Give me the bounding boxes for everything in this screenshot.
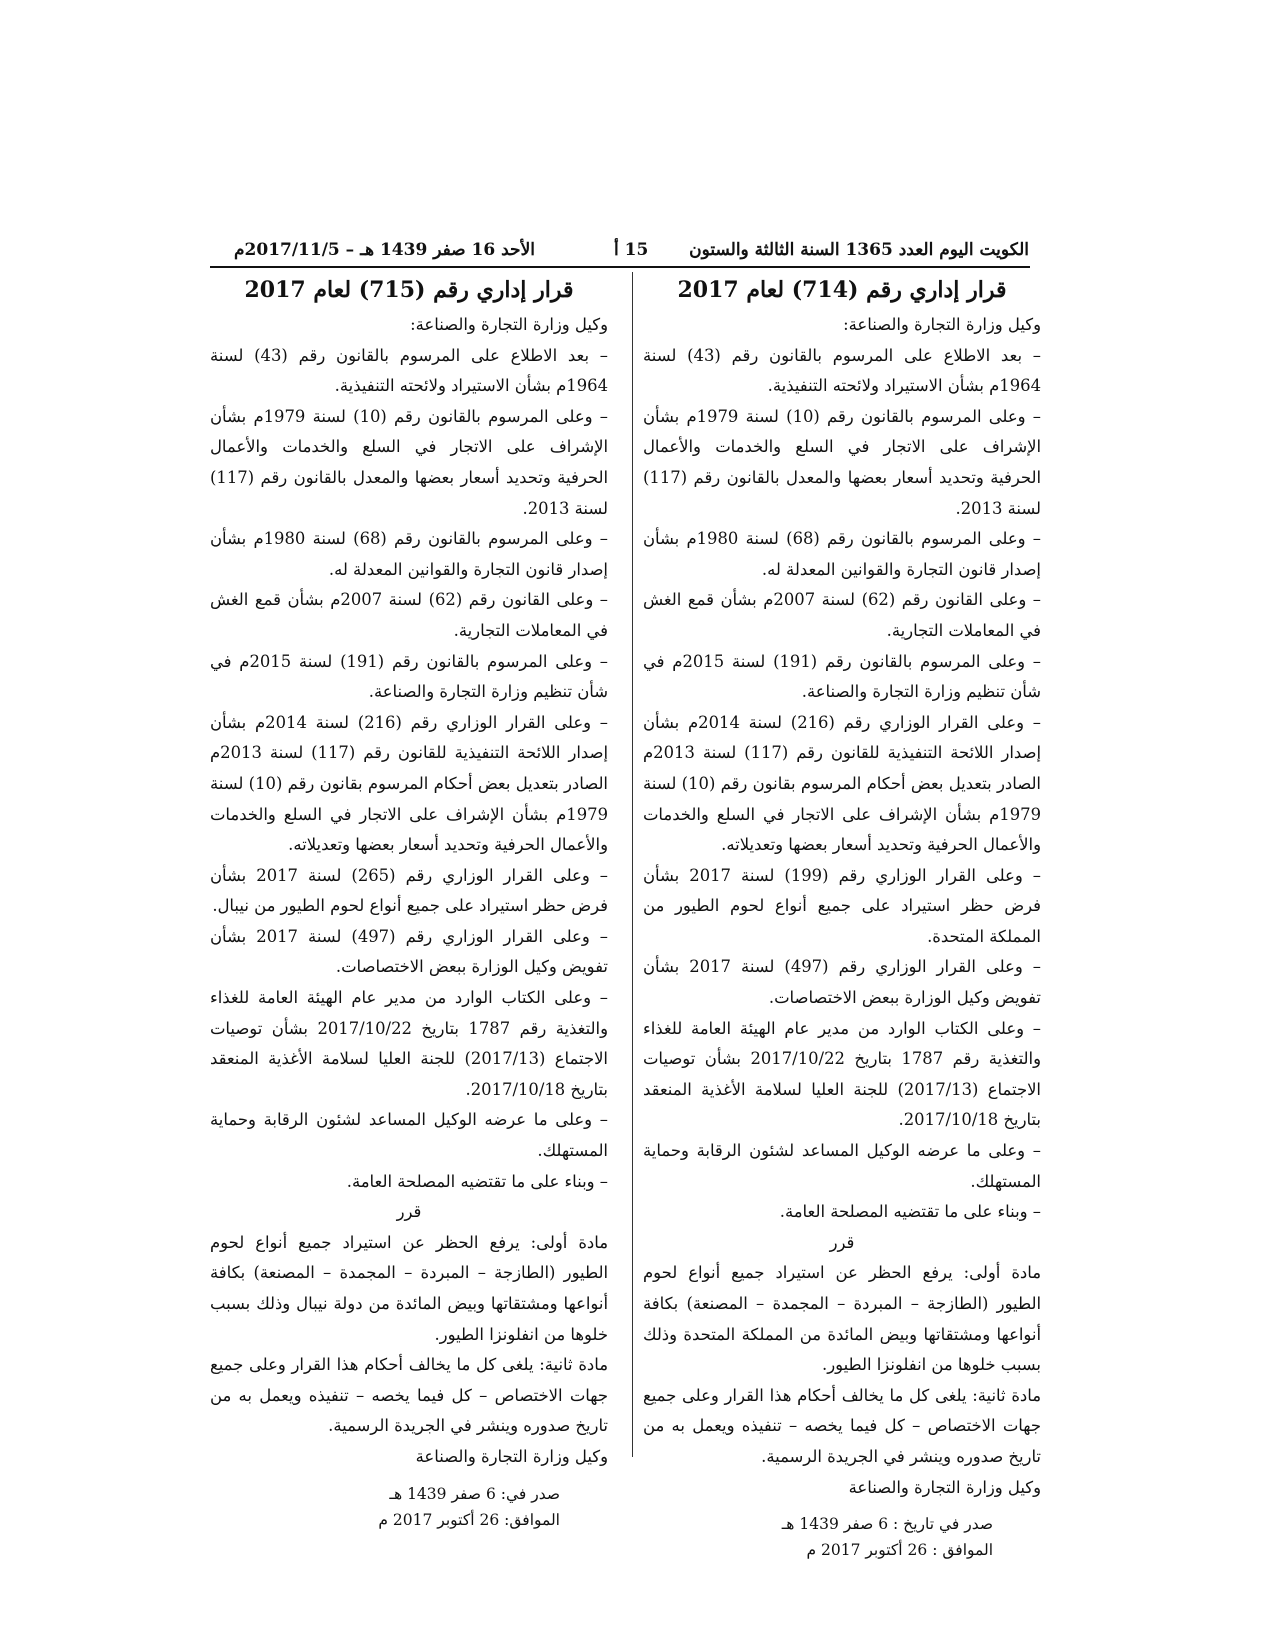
recital: – وعلى القانون رقم (62) لسنة 2007م بشأن قمع الغش في المعاملات التجارية.: [643, 590, 1041, 640]
recital: – وعلى القرار الوزاري رقم (497) لسنة 2017 بشأن تفويض وكيل الوزارة ببعض الاختصاصات.: [643, 957, 1041, 1008]
decision-715-column: [210, 272, 608, 1533]
recital: – بعد الاطلاع على المرسوم بالقانون رقم (43) لسنة 1964م بشأن الاستيراد ولائحته التنفيذية.: [210, 345, 608, 396]
recital: – وعلى الكتاب الوارد من مدير عام الهيئة العامة للغذاء والتغذية رقم 1787 بتاريخ 2017/10/22 بشأن توصيات الاجتماع (2017/13) للجنة العليا لسلامة الأغذية المنعقد بتاريخ 2017/10/18.: [210, 988, 608, 1099]
article: مادة ثانية: يلغى كل ما يخالف أحكام هذا القرار وعلى جميع جهات الاختصاص – كل فيما يخصه – تنفيذه ويعمل به من تاريخ صدوره وينشر في الجريدة الرسمية.: [643, 1385, 1041, 1466]
recital: – وبناء على ما تقتضيه المصلحة العامة.: [346, 1171, 608, 1191]
issued-gregorian: الموافق : 26 أكتوبر 2017 م: [806, 1541, 993, 1560]
recital: – وعلى القرار الوزاري رقم (216) لسنة 2014م بشأن إصدار اللائحة التنفيذية للقانون رقم (117) لسنة 2013م الصادر بتعديل بعض أحكام المرسوم بقانون رقم (10) لسنة 1979م بشأن الإشراف على الاتجار في السلع والخدمات والأعمال الحرفية وتحديد أسعار بعضها وتعديلاته.: [210, 712, 608, 855]
recital: – وعلى الكتاب الوارد من مدير عام الهيئة العامة للغذاء والتغذية رقم 1787 بتاريخ 2017/10/22 بشأن توصيات الاجتماع (2017/13) للجنة العليا لسلامة الأغذية المنعقد بتاريخ 2017/10/18.: [643, 1018, 1041, 1130]
recital: – وعلى المرسوم بالقانون رقم (10) لسنة 1979م بشأن الإشراف على الاتجار في السلع والخدمات والأعمال الحرفية وتحديد أسعار بعضها والمعدل بالقانون رقم (117) لسنة 2013.: [210, 406, 608, 518]
page-number: 15 أ: [614, 240, 649, 260]
issued-gregorian: الموافق: 26 أكتوبر 2017 م: [378, 1510, 560, 1529]
recital: – وعلى القرار الوزاري رقم (216) لسنة 2014م بشأن إصدار اللائحة التنفيذية للقانون رقم (117) لسنة 2013م الصادر بتعديل بعض أحكام المرسوم بقانون رقم (10) لسنة 1979م بشأن الإشراف على الاتجار في السلع والخدمات والأعمال الحرفية وتحديد أسعار بعضها وتعديلاته.: [643, 712, 1041, 855]
article: مادة أولى: يرفع الحظر عن استيراد جميع أنواع لحوم الطيور (الطازجة – المبردة – المجمدة – المصنعة) بكافة أنواعها ومشتقاتها وبيض المائدة من المملكة المتحدة وذلك بسبب خلوها من انفلونزا الطيور.: [643, 1263, 1041, 1375]
recital: – وعلى ما عرضه الوكيل المساعد لشئون الرقابة وحماية المستهلك.: [210, 1110, 608, 1161]
recital: – وبناء على ما تقتضيه المصلحة العامة.: [779, 1202, 1041, 1222]
recital: – وعلى المرسوم بالقانون رقم (191) لسنة 2015م في شأن تنظيم وزارة التجارة والصناعة.: [643, 651, 1042, 702]
recital: – وعلى المرسوم بالقانون رقم (68) لسنة 1980م بشأن إصدار قانون التجارة والقوانين المعدلة له.: [210, 529, 608, 579]
recital: – وعلى القانون رقم (62) لسنة 2007م بشأن قمع الغش في المعاملات التجارية.: [210, 590, 608, 640]
article: مادة ثانية: يلغى كل ما يخالف أحكام هذا القرار وعلى جميع جهات الاختصاص – كل فيما يخصه – تنفيذه ويعمل به من تاريخ صدوره وينشر في الجريدة الرسمية.: [210, 1355, 608, 1436]
decision-715-title: قرار إداري رقم (715) لعام 2017: [244, 277, 574, 303]
issue-date-block: [210, 1481, 608, 1533]
issuer-line: وكيل وزارة التجارة والصناعة:: [410, 315, 608, 334]
recital: – وعلى ما عرضه الوكيل المساعد لشئون الرقابة وحماية المستهلك.: [643, 1141, 1041, 1191]
header-rule: [210, 266, 1030, 268]
issue-date: الأحد 16 صفر 1439 هـ – 2017/11/5م: [234, 240, 535, 260]
article: مادة أولى: يرفع الحظر عن استيراد جميع أنواع لحوم الطيور (الطازجة – المبردة – المجمدة – المصنعة) بكافة أنواعها ومشتقاتها وبيض المائدة من دولة نيبال وذلك بسبب خلوها من انفلونزا الطيور.: [210, 1232, 608, 1344]
issuer-line: وكيل وزارة التجارة والصناعة:: [843, 315, 1041, 334]
recital: – بعد الاطلاع على المرسوم بالقانون رقم (43) لسنة 1964م بشأن الاستيراد ولائحته التنفيذية.: [643, 345, 1041, 396]
recital: – وعلى المرسوم بالقانون رقم (191) لسنة 2015م في شأن تنظيم وزارة التجارة والصناعة.: [210, 651, 609, 702]
decided-heading: قرر: [396, 1202, 422, 1222]
decision-714-title: قرار إداري رقم (714) لعام 2017: [677, 277, 1007, 303]
decided-heading: قرر: [829, 1232, 855, 1252]
recital: – وعلى القرار الوزاري رقم (265) لسنة 2017 بشأن فرض حظر استيراد على جميع أنواع لحوم الطيور من نيبال.: [210, 865, 608, 916]
recital: – وعلى القرار الوزاري رقم (199) لسنة 2017 بشأن فرض حظر استيراد على جميع أنواع لحوم الطيور من المملكة المتحدة.: [643, 865, 1041, 946]
column-divider: [632, 272, 633, 1457]
issue-date-block: [643, 1511, 1041, 1563]
signature: وكيل وزارة التجارة والصناعة: [415, 1446, 608, 1466]
recital: – وعلى المرسوم بالقانون رقم (10) لسنة 1979م بشأن الإشراف على الاتجار في السلع والخدمات والأعمال الحرفية وتحديد أسعار بعضها والمعدل بالقانون رقم (117) لسنة 2013.: [643, 406, 1041, 518]
page-header: [234, 238, 1029, 262]
issued-hijri: صدر في تاريخ : 6 صفر 1439 هـ: [781, 1515, 993, 1534]
issued-hijri: صدر في: 6 صفر 1439 هـ: [389, 1484, 560, 1503]
recital: – وعلى القرار الوزاري رقم (497) لسنة 2017 بشأن تفويض وكيل الوزارة ببعض الاختصاصات.: [210, 926, 608, 977]
decision-714-column: [643, 272, 1041, 1563]
recital: – وعلى المرسوم بالقانون رقم (68) لسنة 1980م بشأن إصدار قانون التجارة والقوانين المعدلة له.: [643, 529, 1041, 579]
signature: وكيل وزارة التجارة والصناعة: [848, 1477, 1041, 1497]
gazette-issue: الكويت اليوم العدد 1365 السنة الثالثة والستون: [689, 240, 1029, 260]
